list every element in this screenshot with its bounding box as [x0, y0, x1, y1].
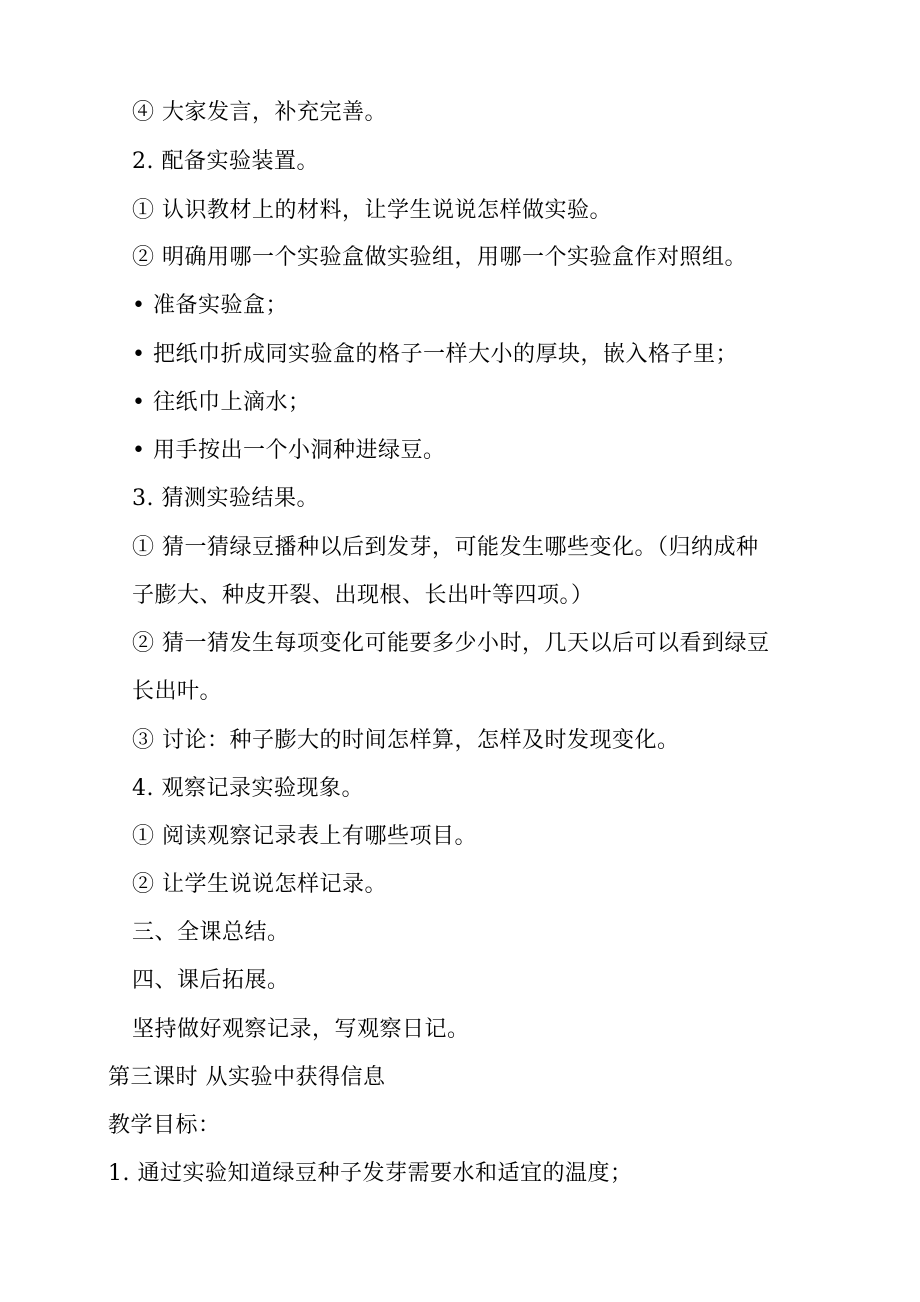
text-line: 长出叶。	[132, 679, 223, 704]
text-line: ③ 讨论：种子膨大的时间怎样算，怎样及时发现变化。	[132, 728, 680, 753]
text-line: ② 让学生说说怎样记录。	[132, 872, 387, 897]
bullet-item: • 把纸巾折成同实验盒的格子一样大小的厚块，嵌入格子里；	[132, 342, 738, 367]
bullet-item: • 准备实验盒；	[132, 293, 288, 318]
text-line: 2. 配备实验装置。	[132, 149, 319, 174]
text-line: ① 猜一猜绿豆播种以后到发芽，可能发生哪些变化。（归纳成种	[132, 535, 759, 560]
objectives-heading: 教学目标：	[108, 1113, 221, 1138]
bullet-item: • 用手按出一个小洞种进绿豆。	[132, 438, 446, 463]
text-line: ① 认识教材上的材料，让学生说说怎样做实验。	[132, 198, 612, 223]
text-line: ① 阅读观察记录表上有哪些项目。	[132, 824, 477, 849]
text-line: 1. 通过实验知道绿豆种子发芽需要水和适宜的温度；	[108, 1161, 633, 1186]
lesson-title: 第三课时 从实验中获得信息	[108, 1065, 386, 1090]
text-line: 坚持做好观察记录，写观察日记。	[132, 1017, 470, 1042]
text-line: 子膨大、种皮开裂、出现根、长出叶等四项。）	[132, 583, 594, 608]
bullet-item: • 往纸巾上滴水；	[132, 390, 311, 415]
text-line: ④ 大家发言，补充完善。	[132, 100, 387, 125]
section-heading: 三、全课总结。	[132, 920, 290, 945]
text-line: ② 明确用哪一个实验盒做实验组，用哪一个实验盒作对照组。	[132, 245, 747, 270]
section-heading: 四、课后拓展。	[132, 968, 290, 993]
text-line: 4. 观察记录实验现象。	[132, 776, 364, 801]
text-line: ② 猜一猜发生每项变化可能要多少小时，几天以后可以看到绿豆	[132, 631, 770, 656]
text-line: 3. 猜测实验结果。	[132, 486, 319, 511]
